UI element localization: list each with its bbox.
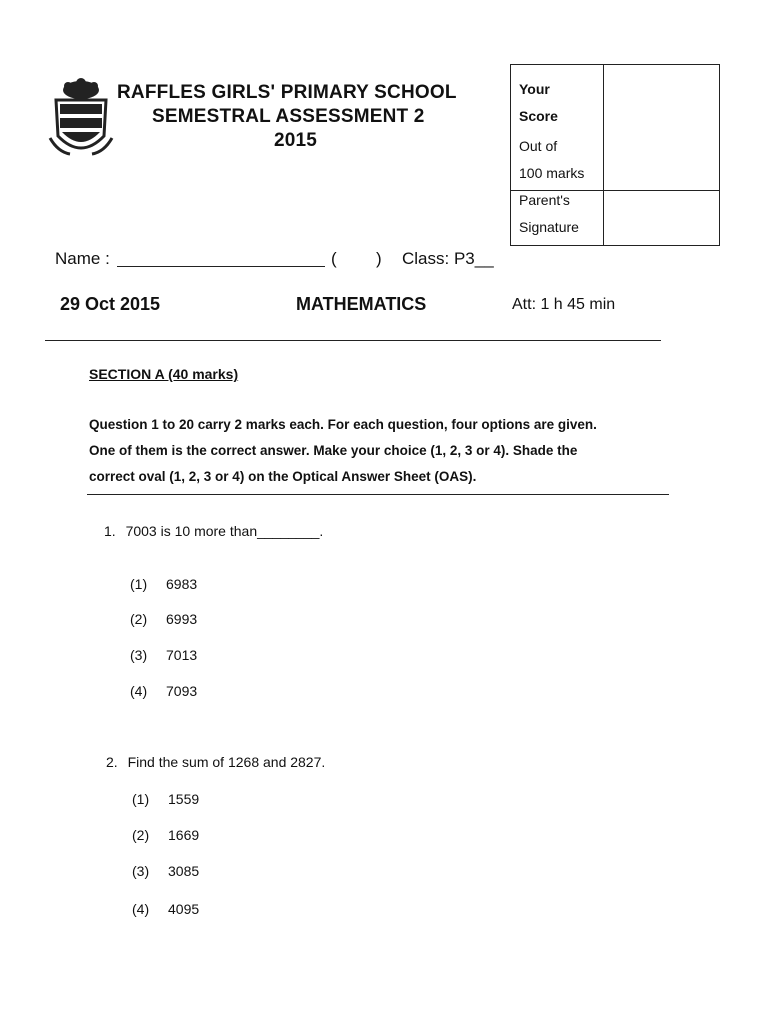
option-2 — [130, 611, 197, 627]
option-1 — [132, 791, 199, 807]
exam-subject: MATHEMATICS — [296, 294, 427, 314]
section-title: SECTION A (40 marks) — [89, 366, 239, 382]
school-name: RAFFLES GIRLS' PRIMARY SCHOOL — [117, 82, 457, 103]
index-paren-open: ( — [331, 249, 337, 268]
option-number: (1) — [132, 791, 150, 807]
option-3 — [132, 863, 199, 879]
option-4 — [132, 901, 199, 917]
option-3 — [130, 647, 197, 663]
question-number: 1. — [104, 523, 116, 539]
name-field[interactable] — [117, 266, 325, 267]
score-field[interactable] — [607, 69, 715, 187]
option-value: 7093 — [166, 683, 198, 699]
question-2 — [106, 754, 325, 770]
instruction-line: correct oval (1, 2, 3 or 4) on the Optical Answer Sheet (OAS). — [89, 469, 477, 484]
score-box-divider — [603, 65, 604, 245]
question-text: Find the sum of 1268 and 2827. — [127, 754, 326, 770]
option-4 — [130, 683, 197, 699]
option-number: (3) — [130, 647, 148, 663]
question-1 — [104, 523, 323, 539]
option-number: (2) — [130, 611, 148, 627]
option-value: 3085 — [168, 863, 200, 879]
signature-label: Signature — [519, 219, 579, 235]
out-of-label: Out of — [519, 138, 558, 154]
option-2 — [132, 827, 199, 843]
option-number: (4) — [132, 901, 150, 917]
school-crest-logo — [48, 78, 114, 164]
parent-signature-field[interactable] — [607, 195, 715, 241]
score-box-row-divider — [511, 190, 719, 191]
instructions — [89, 412, 679, 490]
index-paren-close: ) — [376, 249, 382, 268]
total-marks-label: 100 marks — [519, 165, 585, 181]
option-value: 1669 — [168, 827, 200, 843]
instruction-line: One of them is the correct answer. Make your choice (1, 2, 3 or 4). Shade the — [89, 443, 578, 458]
option-value: 4095 — [168, 901, 200, 917]
header-divider — [45, 340, 661, 341]
option-value: 1559 — [168, 791, 200, 807]
option-value: 6983 — [166, 576, 198, 592]
instruction-line: Question 1 to 20 carry 2 marks each. For each question, four options are given. — [89, 417, 597, 432]
exam-date: 29 Oct 2015 — [60, 294, 161, 314]
your-label: Your — [519, 81, 550, 97]
option-value: 6993 — [166, 611, 198, 627]
option-number: (3) — [132, 863, 150, 879]
option-number: (1) — [130, 576, 148, 592]
option-value: 7013 — [166, 647, 198, 663]
score-label: Score — [519, 108, 558, 124]
parents-label: Parent's — [519, 192, 570, 208]
score-box — [510, 64, 720, 246]
option-number: (4) — [130, 683, 148, 699]
class-label: Class: P3__ — [402, 249, 494, 268]
assessment-year: 2015 — [274, 130, 318, 151]
option-number: (2) — [132, 827, 150, 843]
index-number-field[interactable] — [342, 251, 374, 269]
option-1 — [130, 576, 197, 592]
section-divider — [87, 494, 669, 495]
assessment-title: SEMESTRAL ASSESSMENT 2 — [152, 106, 425, 127]
question-number: 2. — [106, 754, 118, 770]
question-text: 7003 is 10 more than________. — [125, 523, 324, 539]
name-label: Name : — [55, 249, 110, 268]
exam-duration: Att: 1 h 45 min — [512, 296, 616, 313]
